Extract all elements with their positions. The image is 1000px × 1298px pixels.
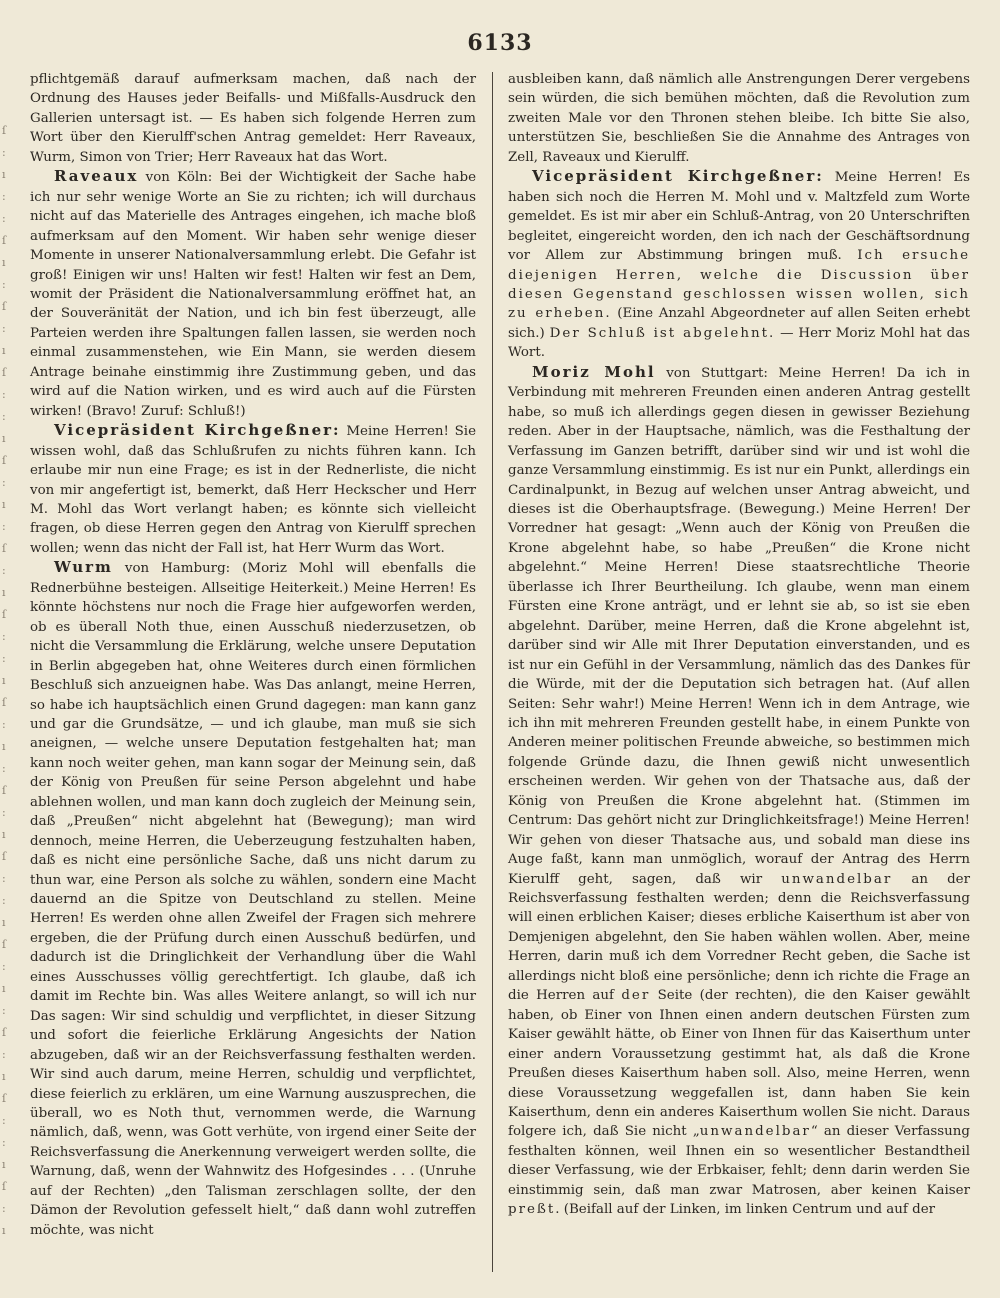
speech-text: von Hamburg: (Moriz Mohl will ebenfalls die Rednerbühne besteigen. Allseitige Heiterkeit.) Meine Herren! Es könnte höchstens nur noch die Frage hier aufgeworfen werden, ob es überall Noth thue, einen Ausschuß niederzusetzen, ob nicht die Versammlung die Erklärung, welche unsere Deputation in Berlin abgegeben hat, ohne Weiteres durch einen förmlichen Beschluß sich anzueignen habe. Was Das anlangt, meine Herren, so habe ich hauptsächlich einen Grund dagegen: man kann ganz und gar die Grundsätze, — und ich glaube, man muß sie sich aneignen, — welche unsere Deputation festgehalten hat; man kann noch weiter gehen, man kann sogar der Meinung sein, daß der König von Preußen für seine Person abgelehnt und habe ablehnen wollen, und man kann doch zugleich der Meinung sein, daß „Preußen“ nicht abgelehnt hat (Bewegung); man wird dennoch, meine Herren, die Ueberzeugung festzuhalten haben, daß es nicht eine persönliche Sache, daß uns nicht darum zu thun war, eine Person als solche zu wählen, sondern eine Macht dauernd an die Spitze von Deutschland zu stellen. Meine Herren! Es werden ohne allen Zweifel der Fragen sich mehrere ergeben, die der Prüfung durch einen Ausschuß bedürfen, und dadurch ist die Dringlichkeit der Verhandlung über die Wahl eines Ausschusses völlig gerechtfertigt. Ich glaube, daß ich damit im Rechte bin. Was alles Weitere anlangt, so will ich nur Das sagen: Wir sind schuldig und verpflichtet, in dieser Sitzung und sofort die feierliche Erklärung Angesichts der Nation abzugeben, daß wir an der Reichsverfassung festhalten werden. Wir sind auch darum, meine Herren, schuldig und verpflichtet, diese feierlich zu erklären, um eine Warnung auszusprechen, die überall, wo es Noth thut, vernommen werde, die Warnung nämlich, daß, wenn, was Gott verhüte, von irgend einer Seite der Reichsverfassung die Anerkennung verweigert werden sollte, die Warnung, daß, wenn der Wahnwitz des Hofgesindes . . . (Unruhe auf der Rechten) „den Talisman zerschlagen sollte, der den Dämon der Revolution gefesselt hielt,“ daß dann wohl zutreffen möchte, was nicht bbox=[30, 561, 476, 1238]
speech-text: “ an dieser Verfassung festhalten können, weil Ihnen ein so wesentlicher Bestandtheil dieser Verfassung, wie der Erbkaiser, fehlt; denn darin werden Sie einstimmig sein, daß man zwar Matrosen, aber keinen Kaiser bbox=[508, 1124, 970, 1198]
paragraph bbox=[30, 421, 476, 558]
paragraph bbox=[508, 167, 970, 363]
right-column bbox=[508, 70, 970, 1270]
spaced-text: der bbox=[621, 988, 651, 1004]
paragraph: ausbleiben kann, daß nämlich alle Anstrengungen Derer vergebens sein würden, die sich bemühen möchten, daß die Revolution zum zweiten Male vor den Thronen stehen bleibe. Ich bitte Sie also, unterstützen Sie, beschließen Sie die Annahme des Antrages von Zell, Raveaux und Kierulff. bbox=[508, 72, 970, 165]
paragraph bbox=[508, 363, 970, 1220]
left-column bbox=[30, 70, 476, 1270]
column-divider bbox=[492, 72, 493, 1272]
speech-text: von Köln: Bei der Wichtigkeit der Sache habe ich nur sehr wenige Worte an Sie zu richten; ich will durchaus nicht auf das Materielle des Antrages eingehen, ich mache bloß aufmerksam auf den Moment. Wir haben sehr wenige dieser Momente in unserer Nationalversammlung erlebt. Die Gefahr ist groß! Einigen wir uns! Halten wir fest! Halten wir fest an Dem, womit der Präsident die Nationalversammlung eröffnet hat, an der Souveränität der Nation, und ich bin fest überzeugt, alle Parteien werden ihre Spaltungen fallen lassen, sie werden noch einmal zusammenstehen, wie Ein Mann, sie werden diesem Antrage beinahe einstimmig ihre Zustimmung geben, und das wird auf die Nation wirken, und es wird auch auf die Fürsten wirken! (Bravo! Zuruf: Schluß!) bbox=[30, 170, 476, 419]
spaced-text: unwandelbar bbox=[699, 1124, 811, 1140]
speech-text: Meine Herren! Es haben sich noch die Herren M. Mohl und v. Maltzfeld zum Worte gemeldet. Es ist mir aber ein Schluß-Antrag, von 20 Unterschriften begleitet, eingereicht worden, den ich nach der Geschäftsordnung vor Allem zur Abstimmung bringen muß. bbox=[508, 170, 970, 264]
speaker-name: Vicepräsident Kirchgeßner: bbox=[532, 167, 824, 186]
speaker-name: Raveaux bbox=[54, 167, 139, 186]
speech-text: an der Reichsverfassung festhalten werden; denn die Reichsverfassung will einen erblichen Kaiser; dieses erbliche Kaiserthum ist aber von Demjenigen abgelehnt, den Sie haben wählen wollen. Aber, meine Herren, darin muß ich dem Vorredner Recht geben, die Sache ist allerdings nicht bloß eine persönliche; denn ich richte die Frage an die Herren auf bbox=[508, 871, 970, 1004]
paragraph: pflichtgemäß darauf aufmerksam machen, daß nach der Ordnung des Hauses jeder Beifalls- und Mißfalls-Ausdruck den Gallerien untersagt ist. — Es haben sich folgende Herren zum Wort über den Kierulff'schen Antrag gemeldet: Herr Raveaux, Wurm, Simon von Trier; Herr Raveaux hat das Wort. bbox=[30, 72, 476, 165]
speech-text: von Stuttgart: Meine Herren! Da ich in Verbindung mit mehreren Freunden einen anderen Antrag gestellt habe, so muß ich allerdings gegen diesen in gewisser Beziehung reden. Aber in der Hauptsache, nämlich, was die Festhaltung der Verfassung im Ganzen betrifft, darüber sind wir und ist wohl die ganze Versammlung einstimmig. Es ist nur ein Punkt, allerdings ein Cardinalpunkt, in Bezug auf welchen unser Antrag abweicht, und dieses ist die Oberhauptsfrage. (Bewegung.) Meine Herren! Der Vorredner hat gesagt: „Wenn auch der König von Preußen die Krone abgelehnt habe, so habe „Preußen“ die Krone nicht abgelehnt.“ Meine Herren! Diese staatsrechtliche Theorie überlasse ich Ihrer Beurtheilung. Ich glaube, wenn man einem Fürsten eine Krone anträgt, und er lehnt sie ab, so ist sie eben abgelehnt. Darüber, meine Herren, daß die Krone abgelehnt ist, darüber sind wir Alle mit Ihrer Deputation einverstanden, und es ist nur ein Gefühl in der Versammlung, nämlich das des Dankes für die Würde, mit der die Deputation sich betragen hat. (Auf allen Seiten: Sehr wahr!) Meine Herren! Wenn ich in dem Antrage, wie ich ihn mit mehreren Freunden gestellt habe, in einem Punkte von Anderen meiner politischen Freunde abweiche, so bestimmen mich folgende Gründe dazu, die Ihnen gewiß nicht unwesentlich erscheinen werden. Wir gehen von der Thatsache aus, daß der König von Preußen die Krone abgelehnt hat. (Stimmen im Centrum: Das gehört nicht zur Dringlichkeitsfrage!) Meine Herren! Wir gehen von dieser Thatsache aus, und sobald man diese ins Auge faßt, kann man unmöglich, worauf der Antrag des Herrn Kierulff geht, sagen, daß wir bbox=[508, 365, 970, 887]
spaced-text: Ich ersuche diejenigen Herren, welche die Discussion über diesen Gegenstand geschlossen wissen wollen, sich zu erheben. bbox=[508, 248, 970, 322]
speech-text: — Herr Moriz Mohl hat das Wort. bbox=[508, 325, 970, 361]
speaker-name: Moriz Mohl bbox=[532, 362, 656, 381]
spaced-text: unwandelbar bbox=[781, 871, 893, 887]
speaker-name: Vicepräsident Kirchgeßner: bbox=[54, 421, 341, 440]
speech-text: Seite (der rechten), die den Kaiser gewählt haben, ob Einer von Ihnen einen andern deutschen Fürsten zum Kaiser gewählt hätte, ob Einer von Ihnen für das Kaiserthum unter einer andern Voraussetzung gestimmt hat, als daß die Krone Preußen dieses Kaiserthum haben soll. Also, meine Herren, wenn diese Voraussetzung weggefallen ist, dann haben Sie kein Kaiserthum, denn ein anderes Kaiserthum wollen Sie nicht. Daraus folgere ich, daß Sie nicht „ bbox=[508, 988, 970, 1140]
paragraph bbox=[30, 558, 476, 1240]
page-number: 6133 bbox=[467, 30, 533, 56]
speaker-name: Wurm bbox=[54, 558, 113, 577]
left-margin-bleed: ſ : ı : : ſ ı : ſ : ı ſ : : ı ſ : ı : ſ : ı ſ : : ı ſ : ı : ſ : ı ſ : : ı ſ : ı : ſ : ı ſ : : ı ſ : ı bbox=[2, 124, 7, 1237]
speech-text: . (Beifall auf der Linken, im linken Centrum und auf der bbox=[555, 1202, 936, 1218]
spaced-text: Der Schluß ist abgelehnt. bbox=[549, 325, 776, 341]
speech-text: (Eine Anzahl Abgeordneter auf allen Seiten erhebt sich.) bbox=[508, 306, 970, 341]
speech-text: Meine Herren! Sie wissen wohl, daß das Schlußrufen zu nichts führen kann. Ich erlaube mir nun eine Frage; es ist in der Rednerliste, die nicht von mir angefertigt ist, bemerkt, daß Herr Heckscher und Herr M. Mohl das Wort verlangt haben; es könnte sich vielleicht fragen, ob diese Herren gegen den Antrag von Kierulff sprechen wollen; wenn das nicht der Fall ist, hat Herr Wurm das Wort. bbox=[30, 424, 476, 556]
spaced-text: preßt bbox=[508, 1202, 556, 1218]
paragraph bbox=[30, 167, 476, 421]
